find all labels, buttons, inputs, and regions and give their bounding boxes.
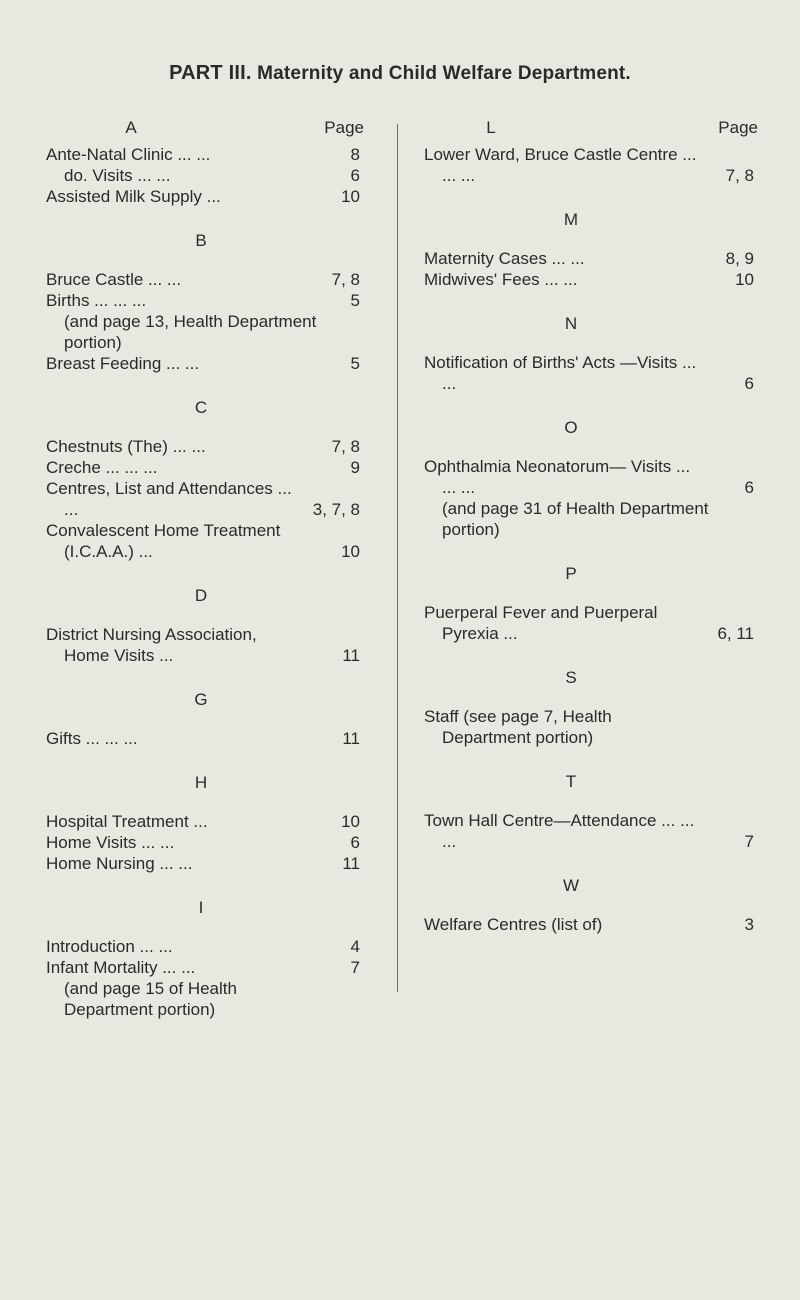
section-letter: O xyxy=(564,418,578,437)
index-column-right xyxy=(424,118,758,935)
section-letter: P xyxy=(565,564,577,583)
index-entry xyxy=(46,269,360,290)
section-letter: D xyxy=(194,586,208,605)
entry-page: 6 xyxy=(744,374,754,393)
page-heading: Page xyxy=(324,118,364,137)
entry-text: Home Visits ... ... xyxy=(46,833,175,852)
index-entry xyxy=(424,602,754,644)
entry-text: Ante-Natal Clinic ... ... xyxy=(46,145,211,164)
index-entry xyxy=(46,144,360,165)
entry-text: District Nursing Association, Home Visits ... xyxy=(46,625,257,665)
entry-page: 10 xyxy=(341,812,360,831)
entry-text: Assisted Milk Supply ... xyxy=(46,187,221,206)
entry-text: Staff (see page 7, Health Department portion) xyxy=(424,707,612,747)
index-entry xyxy=(46,853,360,874)
entry-page: 10 xyxy=(341,187,360,206)
index-entry xyxy=(424,269,754,290)
page-heading: Page xyxy=(718,118,758,137)
entry-text: Creche ... ... ... xyxy=(46,458,158,477)
entry-note: (and page 31 of Health Department portion) xyxy=(442,499,709,539)
entry-page: 7, 8 xyxy=(331,270,360,289)
section-letter: G xyxy=(194,690,208,709)
entry-page: 11 xyxy=(342,729,360,748)
index-entry xyxy=(46,624,360,666)
entry-text: Chestnuts (The) ... ... xyxy=(46,437,206,456)
column-header xyxy=(46,118,364,144)
section-letter: C xyxy=(194,398,208,417)
entry-page: 8, 9 xyxy=(725,249,754,268)
index-entry xyxy=(46,728,360,749)
entry-text: Bruce Castle ... ... xyxy=(46,270,182,289)
index-entry xyxy=(424,144,754,186)
entry-text: Introduction ... ... xyxy=(46,937,173,956)
entry-page: 7, 8 xyxy=(331,437,360,456)
entry-text: Town Hall Centre—Attendance ... ... ... xyxy=(424,811,695,851)
section-letter: H xyxy=(194,773,208,792)
column-divider xyxy=(397,124,398,992)
entry-text: Welfare Centres (list of) xyxy=(424,915,603,934)
index-entry xyxy=(46,457,360,478)
entry-text: do. Visits ... ... xyxy=(64,166,171,185)
index-entry xyxy=(46,165,360,186)
column-header xyxy=(424,118,758,144)
entry-page: 8 xyxy=(350,145,360,164)
index-entry xyxy=(424,248,754,269)
section-letter: S xyxy=(565,668,577,687)
entry-page: 10 xyxy=(735,270,754,289)
entry-text: Home Nursing ... ... xyxy=(46,854,193,873)
index-sections xyxy=(46,144,360,1020)
section-letter: T xyxy=(565,772,577,791)
index-entry xyxy=(46,811,360,832)
entry-page: 7 xyxy=(350,958,360,977)
entry-page: 10 xyxy=(341,542,360,561)
index-entry xyxy=(46,520,360,562)
entry-page: 6 xyxy=(350,166,360,185)
entry-text: Births ... ... ... xyxy=(46,291,147,310)
entry-text: Hospital Treatment ... xyxy=(46,812,208,831)
index-entry xyxy=(46,832,360,853)
index-column-left xyxy=(46,118,364,1020)
entry-text: Notification of Births' Acts —Visits ... ... xyxy=(424,353,697,393)
entry-text: Midwives' Fees ... ... xyxy=(424,270,578,289)
section-letter: M xyxy=(563,210,579,229)
index-entry xyxy=(46,957,360,978)
entry-text: Ophthalmia Neonatorum— Visits ... ... ... xyxy=(424,457,691,497)
entry-page: 3 xyxy=(744,915,754,934)
index-entry xyxy=(424,706,754,748)
entry-text: Maternity Cases ... ... xyxy=(424,249,585,268)
entry-text: Infant Mortality ... ... xyxy=(46,958,196,977)
entry-text: Breast Feeding ... ... xyxy=(46,354,200,373)
section-letter: L xyxy=(486,118,496,137)
page-title xyxy=(0,62,800,85)
section-letter: A xyxy=(125,118,137,137)
index-entry xyxy=(46,290,360,311)
entry-page: 11 xyxy=(342,646,360,665)
index-entry xyxy=(424,914,754,935)
part-number: PART III. xyxy=(169,62,252,84)
index-entry xyxy=(424,352,754,394)
entry-page: 11 xyxy=(342,854,360,873)
entry-page: 3, 7, 8 xyxy=(312,500,360,519)
index-entry xyxy=(46,436,360,457)
section-letter: N xyxy=(564,314,578,333)
department-name: Maternity and Child Welfare Department. xyxy=(257,63,631,84)
entry-page: 5 xyxy=(350,354,360,373)
entry-page: 5 xyxy=(350,291,360,310)
entry-page: 4 xyxy=(350,937,360,956)
entry-page: 7, 8 xyxy=(725,166,754,185)
section-letter: I xyxy=(198,898,204,917)
index-sections xyxy=(424,144,754,935)
entry-page: 9 xyxy=(350,458,360,477)
index-entry xyxy=(424,456,754,498)
section-letter: B xyxy=(195,231,207,250)
index-entry xyxy=(46,186,360,207)
entry-page: 6 xyxy=(744,478,754,497)
index-entry xyxy=(424,810,754,852)
entry-page: 6, 11 xyxy=(717,624,754,643)
section-letter: W xyxy=(562,876,580,895)
entry-text: Convalescent Home Treatment (I.C.A.A.) ... xyxy=(46,521,281,561)
entry-text: Lower Ward, Bruce Castle Centre ... ... ... xyxy=(424,145,697,185)
entry-page: 7 xyxy=(744,832,754,851)
index-entry xyxy=(46,936,360,957)
entry-note: (and page 15 of Health Department portion) xyxy=(64,979,237,1019)
entry-text: Gifts ... ... ... xyxy=(46,729,138,748)
index-entry xyxy=(46,478,360,520)
entry-note: (and page 13, Health Department portion) xyxy=(64,312,317,352)
entry-text: Puerperal Fever and Puerperal Pyrexia ... xyxy=(424,603,658,643)
entry-text: Centres, List and Attendances ... ... xyxy=(46,479,292,519)
entry-page: 6 xyxy=(350,833,360,852)
index-entry xyxy=(46,353,360,374)
